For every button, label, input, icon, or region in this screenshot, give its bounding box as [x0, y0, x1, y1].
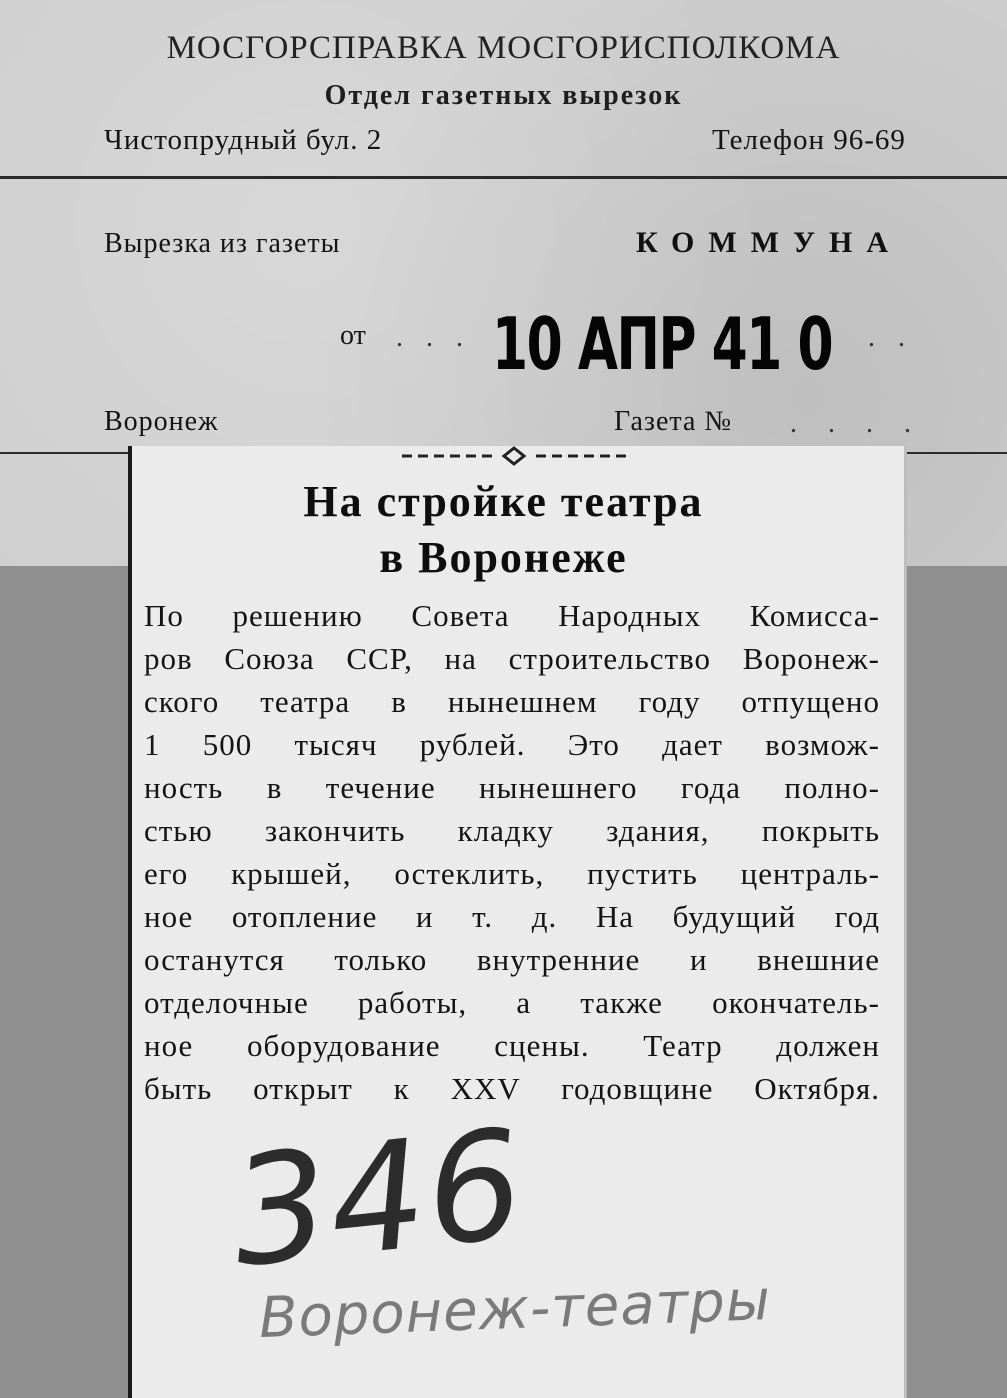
- article-line: ского театра в нынешнем году отпущено: [144, 684, 880, 719]
- newspaper-name: КОММУНА: [636, 226, 902, 259]
- article-line: ное отопление и т. д. На будущий год: [144, 899, 880, 934]
- article-headline: [0, 474, 1007, 586]
- date-dots-right: . .: [868, 322, 913, 353]
- city-label: Воронеж: [104, 406, 219, 437]
- article-line: отделочные работы, а также окончатель-: [144, 985, 880, 1020]
- issue-dots: . . . .: [790, 408, 923, 439]
- issue-label: Газета №: [614, 406, 733, 437]
- article-line: ность в течение нынешнего года полно-: [144, 770, 880, 805]
- article-line: ное оборудование сцены. Театр должен: [144, 1028, 880, 1063]
- article-line: стью закончить кладку здания, покрыть: [144, 813, 880, 848]
- handwritten-note: Воронеж-театры: [258, 1268, 772, 1351]
- article-line: 1 500 тысяч рублей. Это дает возмож-: [144, 727, 880, 762]
- address-text: Чистопрудный бул. 2: [104, 124, 383, 156]
- handwritten-number: 346: [224, 1097, 533, 1302]
- date-dots-left: . . .: [396, 322, 471, 353]
- article-line: ров Союза ССР, на строительство Воронеж-: [144, 641, 880, 676]
- headline-line-1: На стройке театра: [303, 477, 704, 526]
- article-line: останутся только внутренние и внешние: [144, 942, 880, 977]
- article-line: По решению Совета Народных Комисса-: [144, 598, 880, 633]
- article-line: его крышей, остеклить, пустить централь-: [144, 856, 880, 891]
- date-label: от: [340, 320, 366, 351]
- organization-title: МОСГОРСПРАВКА МОСГОРИСПОЛКОМА: [166, 30, 841, 66]
- department-subtitle: Отдел газетных вырезок: [324, 80, 683, 111]
- header-divider: [0, 176, 1007, 179]
- article-line: быть открыт к XXV годовщине Октября.: [144, 1071, 880, 1106]
- clipping-label: Вырезка из газеты: [104, 228, 341, 259]
- phone-text: Телефон 96-69: [712, 124, 906, 156]
- ornament-divider: [132, 446, 904, 476]
- headline-line-2: в Воронеже: [379, 533, 628, 582]
- date-stamp: 10 АПР 41 0: [492, 302, 833, 386]
